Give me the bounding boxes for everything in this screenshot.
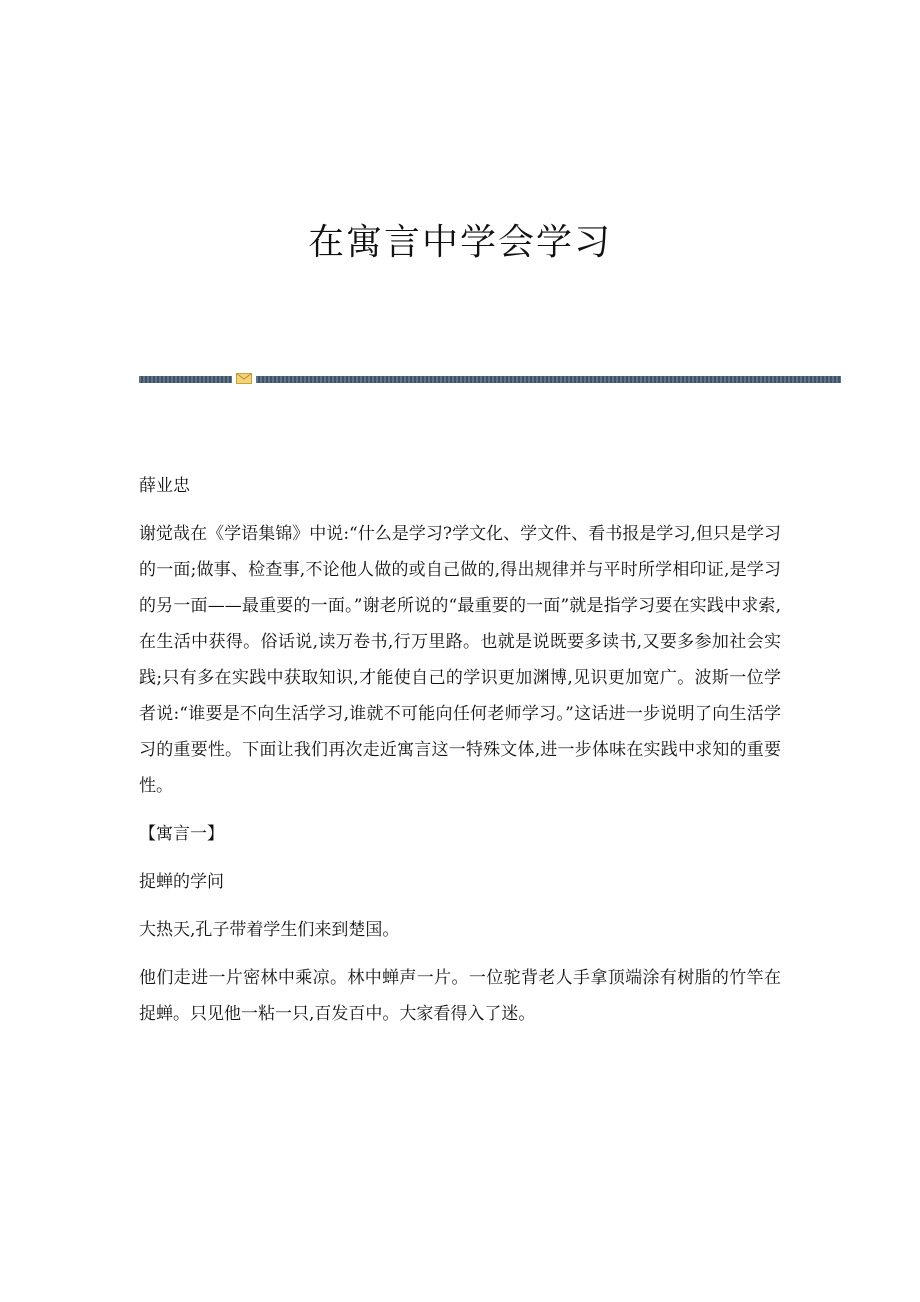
document-body xyxy=(139,468,781,1044)
story-paragraph-2: 他们走进一片密林中乘凉。林中蝉声一片。一位驼背老人手拿顶端涂有树脂的竹竿在捉蝉。只见他一粘一只,百发百中。大家看得入了迷。 xyxy=(139,968,781,1024)
fable-title: 捉蝉的学问 xyxy=(139,872,224,892)
intro-paragraph: 谢觉哉在《学语集锦》中说:“什么是学习?学文化、学文件、看书报是学习,但只是学习的一面;做事、检查事,不论他人做的或自己做的,得出规律并与平时所学相印证,是学习的另一面——最重要的一面。”谢老所说的“最重要的一面”就是指学习要在实践中求索,在生活中获得。俗话说,读万卷书,行万里路。也就是说既要多读书,又要多参加社会实践;只有多在实践中获取知识,才能使自己的学识更加渊博,见识更加宽广。波斯一位学者说:“谁要是不向生活学习,谁就不可能向任何老师学习。”这话进一步说明了向生活学习的重要性。下面让我们再次走近寓言这一特殊文体,进一步体味在实践中求知的重要性。 xyxy=(139,524,781,796)
divider-bar-left xyxy=(139,376,232,383)
divider-bar-right xyxy=(256,376,841,383)
document-title: 在寓言中学会学习 xyxy=(307,222,612,263)
envelope-icon xyxy=(236,373,252,384)
story-paragraph-1: 大热天,孔子带着学生们来到楚国。 xyxy=(139,920,400,940)
fable-heading: 【寓言一】 xyxy=(139,824,224,844)
author-line: 薛业忠 xyxy=(139,476,190,496)
title-divider xyxy=(139,373,841,384)
